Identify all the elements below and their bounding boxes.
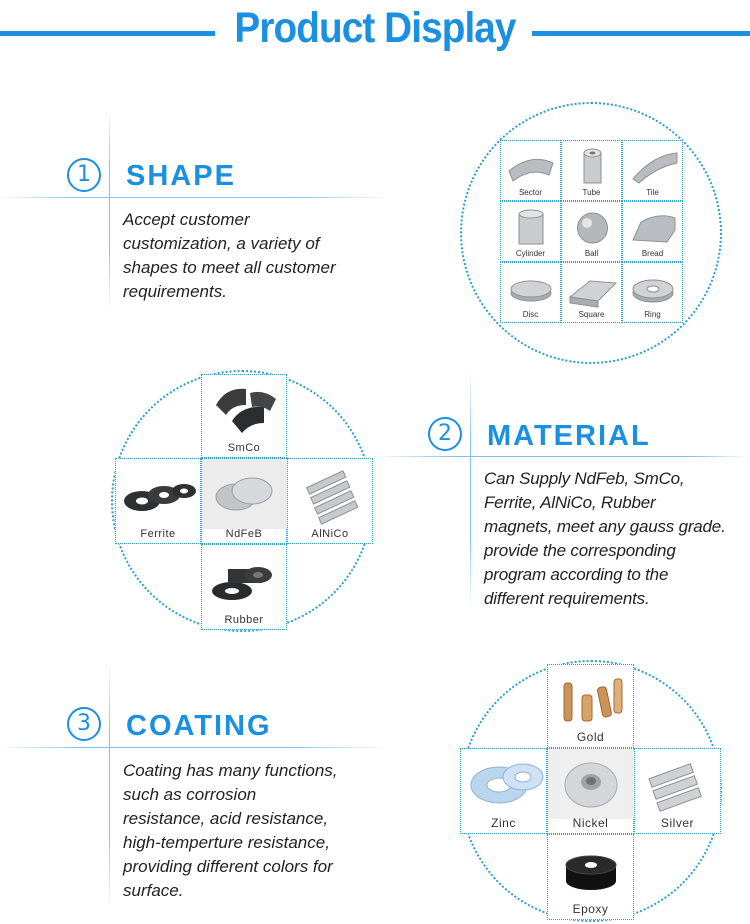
section-1-title: SHAPE — [126, 160, 236, 192]
section-3-description: Coating has many functions, such as corrosion resistance, acid resistance, high-temperture resistance, providing different colors for surface. — [123, 761, 338, 900]
section-1-number: 1 — [67, 158, 101, 192]
section-1-description: Accept customer customization, a variety of shapes to meet all customer requirements. — [123, 210, 336, 301]
section-2-number: 2 — [428, 417, 462, 451]
shape-square: Square — [561, 262, 622, 323]
alnico-icon — [288, 459, 374, 529]
section-2-vline — [470, 370, 471, 610]
gold-icon — [548, 665, 635, 733]
shape-sector: Sector — [500, 140, 561, 201]
bread-icon — [623, 202, 684, 252]
square-block-icon — [562, 263, 623, 313]
section-2-description: Can Supply NdFeb, SmCo, Ferrite, AlNiCo, Rubber magnets, meet any gauss grade. provide the corresponding program according to the different requirements. — [484, 469, 726, 608]
rubber-icon — [202, 545, 288, 615]
section-3-vline — [109, 660, 110, 910]
section-3-divider — [0, 747, 390, 748]
section-1-vline — [109, 110, 110, 310]
material-smco: SmCo — [201, 374, 287, 458]
coating-gold: Gold — [547, 664, 634, 748]
shape-bread: Bread — [622, 201, 683, 262]
material-ferrite: Ferrite — [115, 458, 201, 544]
shape-disc: Disc — [500, 262, 561, 323]
section-2-divider — [375, 456, 750, 457]
coating-epoxy: Epoxy — [547, 834, 634, 920]
section-2-title: MATERIAL — [487, 420, 651, 452]
silver-icon — [635, 749, 722, 819]
smco-icon — [202, 375, 288, 445]
sector-icon — [501, 141, 562, 191]
ferrite-icon — [116, 459, 202, 529]
ring-icon — [623, 263, 684, 313]
section-3-number: 3 — [67, 707, 101, 741]
coating-nickel: Nickel — [547, 748, 634, 834]
shape-ball: Ball — [561, 201, 622, 262]
material-rubber: Rubber — [201, 544, 287, 630]
nickel-icon — [548, 749, 635, 819]
section-1-divider — [0, 197, 390, 198]
shape-tile: Tile — [622, 140, 683, 201]
cylinder-icon — [501, 202, 562, 252]
ball-icon — [562, 202, 623, 252]
tube-icon — [562, 141, 623, 191]
shape-cylinder: Cylinder — [500, 201, 561, 262]
material-alnico: AlNiCo — [287, 458, 373, 544]
disc-icon — [501, 263, 562, 313]
shape-tube: Tube — [561, 140, 622, 201]
coating-zinc: Zinc — [460, 748, 547, 834]
shape-ring: Ring — [622, 262, 683, 323]
page-title: Product Display — [234, 4, 516, 52]
tile-icon — [623, 141, 684, 191]
section-3-title: COATING — [126, 710, 272, 742]
zinc-icon — [461, 749, 548, 819]
epoxy-icon — [548, 835, 635, 905]
coating-silver: Silver — [634, 748, 721, 834]
material-ndfeb: NdFeB — [201, 458, 287, 544]
ndfeb-icon — [202, 459, 288, 529]
